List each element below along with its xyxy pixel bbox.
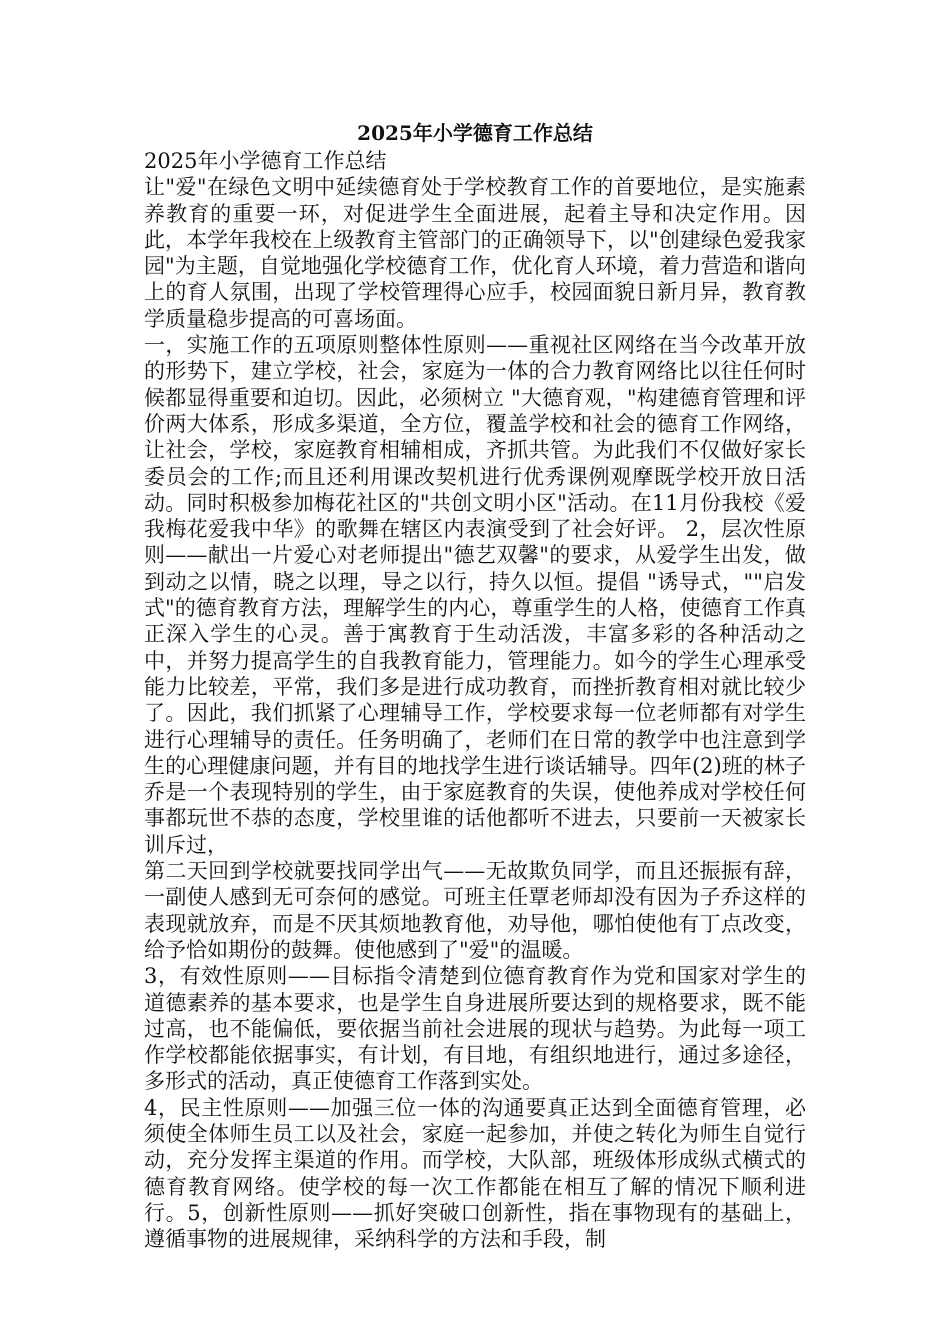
document-title: 2025年小学德育工作总结 <box>357 121 593 145</box>
paragraph-subtitle: 2025年小学德育工作总结 <box>144 149 387 173</box>
paragraph-principles-4-5: 4，民主性原则——加强三位一体的沟通要真正达到全面德育管理，必须使全体师生员工以及社会，家庭一起参加，并使之转化为师生自觉行动，充分发挥主渠道的作用。而学校，大队部，班级体形成纵式横式的德育教育网络。使学校的每一次工作都能在相互了解的情况下顺利进行。5，创新性原则——抓好突破口创新性，指在事物现有的基础上，遵循事物的进展规律，采纳科学的方法和手段，制 <box>144 1095 806 1252</box>
paragraph-principle-3: 3，有效性原则——目标指令清楚到位德育教育作为党和国家对学生的道德素养的基本要求，也是学生自身进展所要达到的规格要求，既不能过高，也不能偏低，要依据当前社会进展的现状与趋势。为此每一项工作学校都能依据事实，有计划，有目地，有组织地进行，通过多途径，多形式的活动，真正使德育工作落到实处。 <box>144 964 806 1094</box>
paragraph-principles-1-2: 一，实施工作的五项原则整体性原则——重视社区网络在当今改革开放的形势下，建立学校，社会，家庭为一体的合力教育网络比以往任何时候都显得重要和迫切。因此，必须树立 "大德育观，"构建德育管理和评价两大体系，形成多渠道，全方位，覆盖学校和社会的德育工作网络，让社会，学校，家庭教育相辅相成，齐抓共管。为此我们不仅做好家长委员会的工作;而且还利用课改契机进行优秀课例观摩既学校开放日活动。同时积极参加梅花社区的"共创文明小区"活动。在11月份我校《爱我梅花爱我中华》的歌舞在辖区内表演受到了社会好评。 2，层次性原则——献出一片爱心对老师提出"德艺双馨"的要求，从爱学生出发，做到动之以情，晓之以理，导之以行，持久以恒。提倡 "诱导式，""启发式"的德育教育方法，理解学生的内心，尊重学生的人格，使德育工作真正深入学生的心灵。善于寓教育于生动活泼，丰富多彩的各种活动之中，并努力提高学生的自我教育能力，管理能力。如今的学生心理承受能力比较差，平常，我们多是进行成功教育，而挫折教育相对就比较少了。因此，我们抓紧了心理辅导工作，学校要求每一位老师都有对学生进行心理辅导的责任。任务明确了，老师们在日常的教学中也注意到学生的心理健康问题，并有目的地找学生进行谈话辅导。四年(2)班的林子乔是一个表现特别的学生，由于家庭教育的失误，使他养成对学校任何事都玩世不恭的态度，学校里谁的话他都听不进去，只要前一天被家长训斥过， <box>144 333 806 857</box>
paragraph-student-case: 第二天回到学校就要找同学出气——无故欺负同学，而且还振振有辞，一副使人感到无可奈何的感觉。可班主任覃老师却没有因为子乔这样的表现就放弃，而是不厌其烦地教育他，劝导他，哪怕使他有丁点改变，给予恰如期份的鼓舞。使他感到了"爱"的温暖。 <box>144 859 806 962</box>
paragraph-intro: 让"爱"在绿色文明中延续德育处于学校教育工作的首要地位，是实施素养教育的重要一环，对促进学生全面进展，起着主导和决定作用。因此，本学年我校在上级教育主管部门的正确领导下，以"创建绿色爱我家园"为主题，自觉地强化学校德育工作，优化育人环境，着力营造和谐向上的育人氛围，出现了学校管理得心应手，校园面貌日新月异，教育教学质量稳步提高的可喜场面。 <box>144 175 806 331</box>
document-page <box>144 118 806 1252</box>
